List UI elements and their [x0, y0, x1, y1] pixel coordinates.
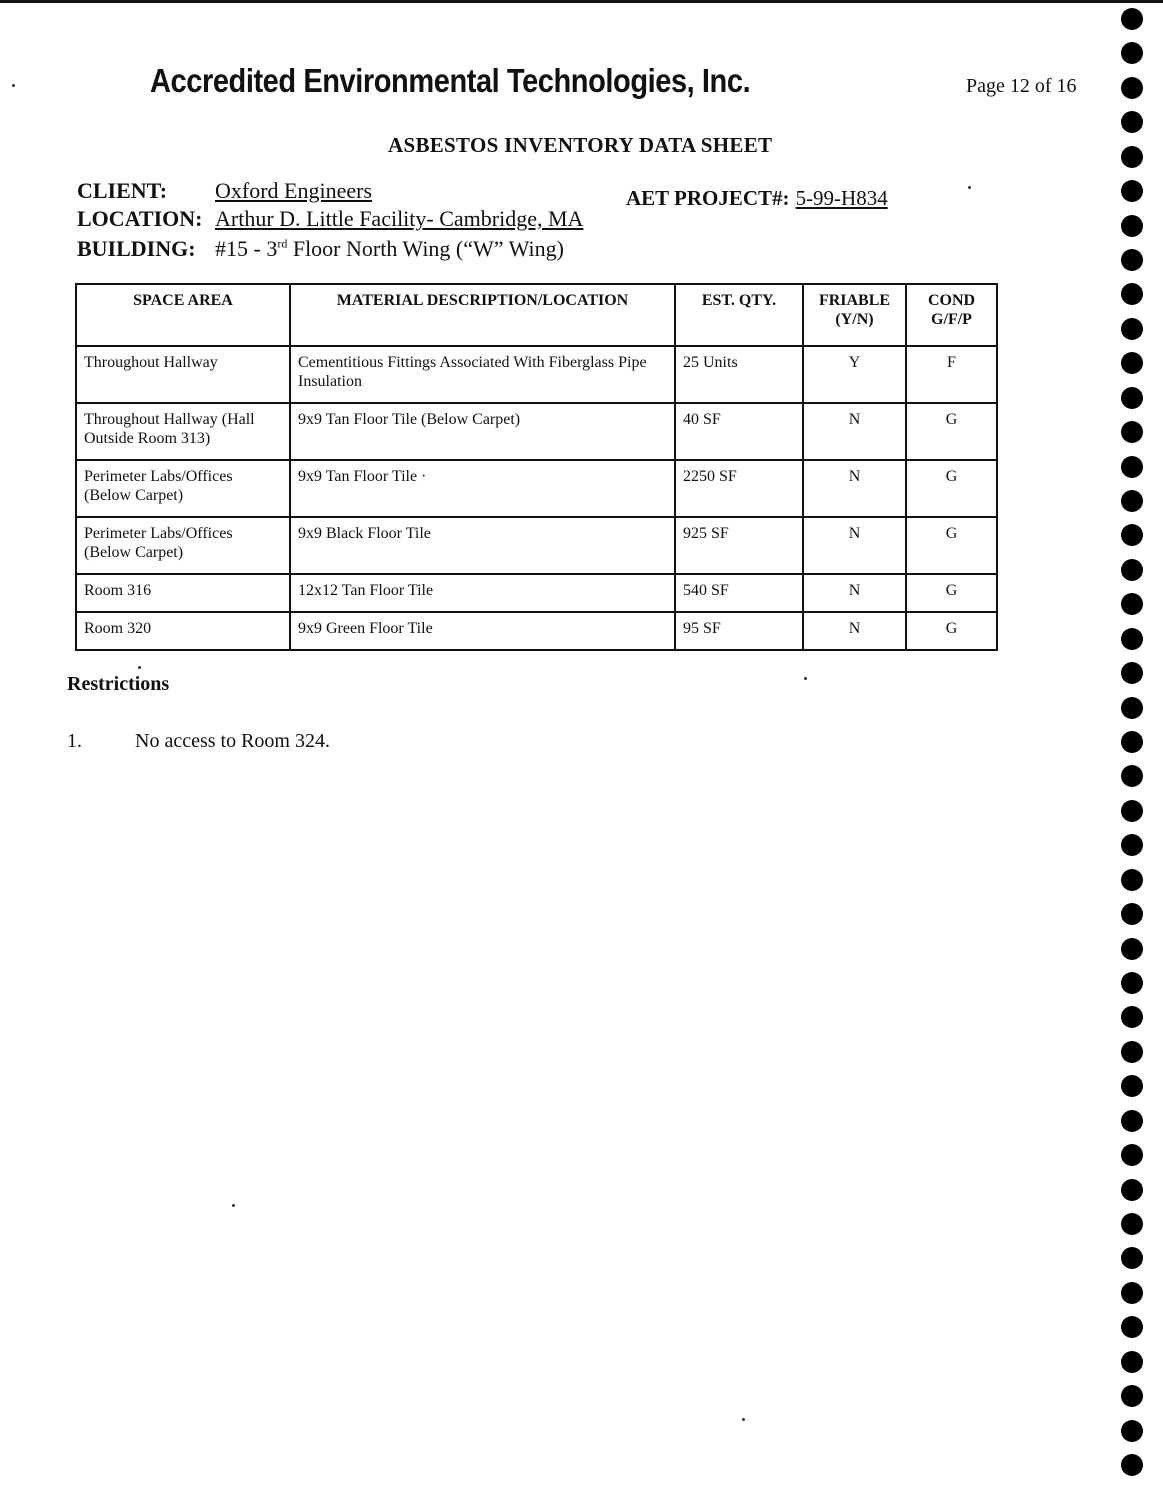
binding-hole	[1121, 8, 1143, 30]
cell-space: Room 316	[76, 574, 290, 612]
binding-hole	[1121, 765, 1143, 787]
cell-space: Perimeter Labs/Offices (Below Carpet)	[76, 517, 290, 574]
header-friable: FRIABLE (Y/N)	[803, 284, 906, 346]
table-header-row	[76, 284, 997, 346]
binding-hole	[1121, 869, 1143, 891]
binding-hole	[1121, 42, 1143, 64]
building-sup: rd	[277, 236, 288, 251]
scan-speck	[742, 1418, 745, 1421]
binding-hole	[1121, 1213, 1143, 1235]
cell-qty: 540 SF	[675, 574, 803, 612]
client-value: Oxford Engineers	[215, 178, 373, 203]
project-label: AET PROJECT#:	[626, 186, 790, 210]
binding-hole	[1121, 77, 1143, 99]
cell-qty: 25 Units	[675, 346, 803, 403]
cell-material: 9x9 Tan Floor Tile (Below Carpet)	[290, 403, 675, 460]
project-value: 5-99-H834	[795, 186, 888, 210]
cell-friable: N	[803, 612, 906, 650]
cell-qty: 2250 SF	[675, 460, 803, 517]
cell-friable: N	[803, 517, 906, 574]
cell-friable: N	[803, 460, 906, 517]
cell-space: Throughout Hallway	[76, 346, 290, 403]
spiral-binding	[1121, 0, 1151, 1500]
restriction-text: No access to Room 324.	[135, 730, 330, 752]
building-line	[77, 236, 564, 262]
project-line	[626, 186, 888, 211]
cell-cond: G	[906, 612, 997, 650]
table-row	[76, 612, 997, 650]
scan-speck	[968, 186, 971, 189]
cell-material: 9x9 Tan Floor Tile ·	[290, 460, 675, 517]
asbestos-inventory-table	[75, 283, 998, 651]
location-value: Arthur D. Little Facility- Cambridge, MA	[215, 206, 584, 231]
page-number: Page 12 of 16	[966, 75, 1077, 97]
client-label: CLIENT:	[77, 178, 168, 203]
cell-qty: 95 SF	[675, 612, 803, 650]
binding-hole	[1121, 524, 1143, 546]
location-label: LOCATION:	[77, 206, 203, 231]
binding-hole	[1121, 283, 1143, 305]
binding-hole	[1121, 1179, 1143, 1201]
binding-hole	[1121, 111, 1143, 133]
table-row	[76, 460, 997, 517]
cell-cond: G	[906, 403, 997, 460]
cell-cond: G	[906, 460, 997, 517]
binding-hole	[1121, 1282, 1143, 1304]
binding-hole	[1121, 1351, 1143, 1373]
building-prefix: #15 - 3	[215, 236, 278, 261]
binding-hole	[1121, 1006, 1143, 1028]
scan-speck	[804, 677, 807, 680]
binding-hole	[1121, 662, 1143, 684]
cell-cond: F	[906, 346, 997, 403]
binding-hole	[1121, 352, 1143, 374]
binding-hole	[1121, 1420, 1143, 1442]
building-label: BUILDING:	[77, 236, 196, 261]
cell-cond: G	[906, 517, 997, 574]
binding-hole	[1121, 834, 1143, 856]
cell-space: Perimeter Labs/Offices (Below Carpet)	[76, 460, 290, 517]
scan-speck	[232, 1204, 235, 1207]
binding-hole	[1121, 421, 1143, 443]
binding-hole	[1121, 1316, 1143, 1338]
binding-hole	[1121, 180, 1143, 202]
binding-hole	[1121, 1075, 1143, 1097]
cell-material: 12x12 Tan Floor Tile	[290, 574, 675, 612]
binding-hole	[1121, 800, 1143, 822]
binding-hole	[1121, 628, 1143, 650]
header-est-qty: EST. QTY.	[675, 284, 803, 346]
scan-top-border	[0, 0, 1163, 3]
binding-hole	[1121, 215, 1143, 237]
cell-qty: 925 SF	[675, 517, 803, 574]
binding-hole	[1121, 697, 1143, 719]
binding-hole	[1121, 1041, 1143, 1063]
company-name: Accredited Environmental Technologies, Inc.	[150, 62, 751, 99]
restriction-number: 1.	[67, 730, 82, 752]
table-row	[76, 346, 997, 403]
binding-hole	[1121, 1144, 1143, 1166]
binding-hole	[1121, 731, 1143, 753]
table-row	[76, 403, 997, 460]
binding-hole	[1121, 387, 1143, 409]
binding-hole	[1121, 593, 1143, 615]
cell-friable: N	[803, 574, 906, 612]
restrictions-heading: Restrictions	[67, 673, 170, 695]
cell-cond: G	[906, 574, 997, 612]
cell-qty: 40 SF	[675, 403, 803, 460]
table-row	[76, 517, 997, 574]
binding-hole	[1121, 972, 1143, 994]
location-line	[77, 206, 583, 232]
binding-hole	[1121, 938, 1143, 960]
scan-speck	[138, 666, 141, 669]
binding-hole	[1121, 249, 1143, 271]
header-material: MATERIAL DESCRIPTION/LOCATION	[290, 284, 675, 346]
binding-hole	[1121, 559, 1143, 581]
binding-hole	[1121, 490, 1143, 512]
building-suffix: Floor North Wing (“W” Wing)	[287, 236, 564, 261]
binding-hole	[1121, 146, 1143, 168]
binding-hole	[1121, 1385, 1143, 1407]
binding-hole	[1121, 1110, 1143, 1132]
cell-material: 9x9 Black Floor Tile	[290, 517, 675, 574]
cell-material: Cementitious Fittings Associated With Fiberglass Pipe Insulation	[290, 346, 675, 403]
binding-hole	[1121, 1454, 1143, 1476]
header-space-area: SPACE AREA	[76, 284, 290, 346]
table-row	[76, 574, 997, 612]
cell-friable: Y	[803, 346, 906, 403]
scan-speck	[12, 84, 15, 87]
cell-friable: N	[803, 403, 906, 460]
header-cond: COND G/F/P	[906, 284, 997, 346]
sheet-title: ASBESTOS INVENTORY DATA SHEET	[388, 133, 773, 157]
binding-hole	[1121, 456, 1143, 478]
binding-hole	[1121, 318, 1143, 340]
binding-hole	[1121, 903, 1143, 925]
cell-space: Throughout Hallway (Hall Outside Room 313)	[76, 403, 290, 460]
cell-material: 9x9 Green Floor Tile	[290, 612, 675, 650]
cell-space: Room 320	[76, 612, 290, 650]
binding-hole	[1121, 1247, 1143, 1269]
client-line	[77, 178, 372, 204]
